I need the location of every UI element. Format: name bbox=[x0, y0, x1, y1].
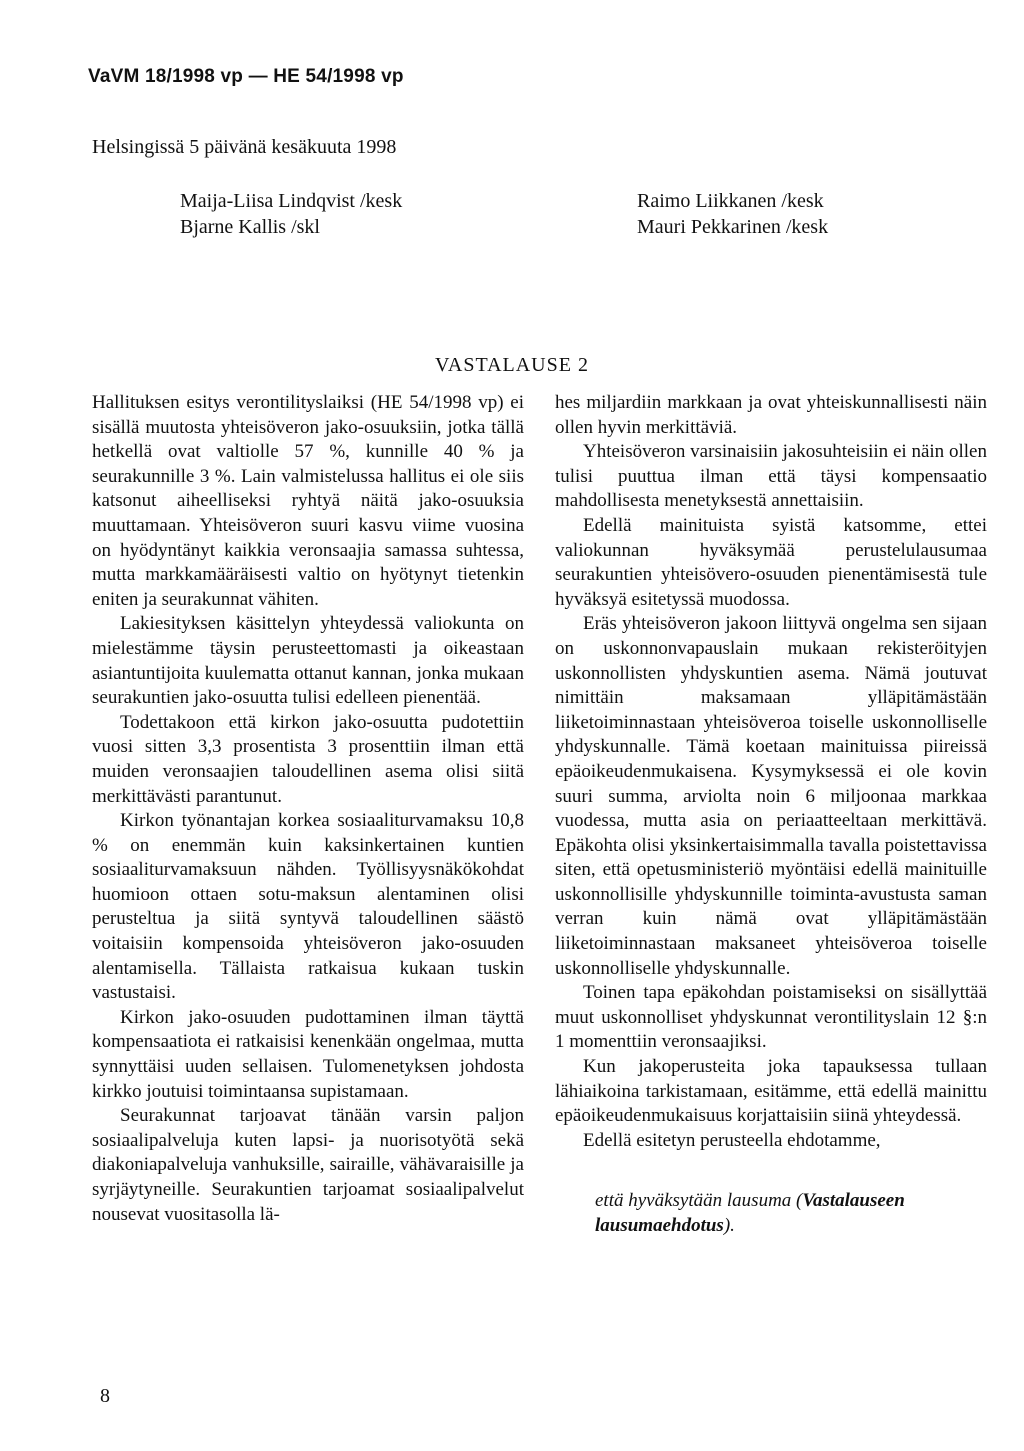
paragraph: Seurakunnat tarjoavat tänään varsin paljon sosiaalipalveluja kuten lapsi- ja nuorisotyötä sekä diakoniapalveluja vanhuksille, sairaille, vähävaraisille ja syrjäytyneille. Seurakuntien tarjoamat sosiaalipalvelut nousevat vuositasolla lä- bbox=[92, 1105, 524, 1225]
signatory: Raimo Liikkanen /kesk bbox=[637, 190, 824, 212]
paragraph: Eräs yhteisöveron jakoon liittyvä ongelma sen sijaan on uskonnonvapauslain mukaan rekisteröityjen uskonnollisten yhdyskuntien asema. Nämä joutuvat nimittäin maksamaan ylläpitämästään liiketoiminnastaan yhteisöveroa toiselle uskonnolliselle yhdyskunnalle. Tämä koetaan mainituissa piireissä epäoikeudenmukaisena. Kysymyksessä ei ole kovin suuri summa, arviolta noin 6 miljoonaa markkaa vuodessa, mutta asia on periaatteeltaan merkittävä. Epäkohta olisi yksinkertaisimmalla tavalla poistettavissa siten, että opetusministeriö myöntäisi edellä mainituille uskonnollisille yhdyskunnille toiminta-avustusta saman verran kuin nämä ovat ylläpitämästään liiketoiminnastaan maksaneet yhteisöveroa toiselle uskonnolliselle yhdyskunnalle. bbox=[555, 613, 987, 979]
left-column bbox=[92, 391, 524, 1227]
signatory: Bjarne Kallis /skl bbox=[180, 216, 320, 238]
page-number: 8 bbox=[100, 1385, 110, 1407]
paragraph: hes miljardiin markkaan ja ovat yhteiskunnallisesti näin ollen hyvin merkittäviä. bbox=[555, 392, 987, 438]
paragraph: Hallituksen esitys verontilityslaiksi (HE 54/1998 vp) ei sisällä muutosta yhteisöveron jako-osuuksiin, jotka tällä hetkellä ovat valtiolle 57 %, kunnille 40 % ja seurakunnille 3 %. Lain valmistelussa hallitus ei ole siis katsonut aiheelliseksi ryhtyä näitä jako-osuuksia muuttamaan. Yhteisöveron suuri kasvu viime vuosina on hyödyntänyt kaikkia veronsaajia samassa suhtessa, mutta markkamääräisesti valtio on hyötynyt tietenkin eniten ja seurakunnat vähiten. bbox=[92, 392, 524, 610]
signatories-right bbox=[637, 188, 828, 240]
paragraph: Kirkon työnantajan korkea sosiaaliturvamaksu 10,8 % on enemmän kuin kaksinkertainen kuntien sosiaaliturvamaksuun nähden. Työllisyysnäkökohdat huomioon ottaen sotu-maksun alentaminen olisi perusteltua ja siitä syntyvä taloudellinen säästö voitaisiin kompensoida yhteisöveron jako-osuuden alentamisella. Tällaista ratkaisua kukaan tuskin vastustaisi. bbox=[92, 810, 524, 1004]
paragraph: Edellä mainituista syistä katsomme, ettei valiokunnan hyväksymää perustelulausumaa seurakuntien yhteisövero-osuuden pienentämisestä tule hyväksyä esitetyssä muodossa. bbox=[555, 514, 987, 610]
paragraph: Kirkon jako-osuuden pudottaminen ilman täyttä kompensaatiota ei ratkaisisi kenenkään ongelmaa, mutta synnyttäisi uuden sellaisen. Tulomenetyksen johdosta kirkko joutuisi toimintaansa supistamaan. bbox=[92, 1006, 524, 1102]
paragraph: Yhteisöveron varsinaisiin jakosuhteisiin ei näin ollen tulisi puuttua ilman että täysi kompensaatio mahdollisesta menetyksestä annettaisiin. bbox=[555, 441, 987, 512]
proposal-title: Vastalauseen lausumaehdotus bbox=[595, 1190, 905, 1236]
proposal-statement bbox=[555, 1189, 987, 1238]
section-title: VASTALAUSE 2 bbox=[435, 354, 589, 376]
paragraph: Toinen tapa epäkohdan poistamiseksi on sisällyttää muut uskonnolliset yhdyskunnat verontilityslain 12 §:n 1 momenttiin veronsaajiksi. bbox=[555, 982, 987, 1053]
paragraph: Kun jakoperusteita joka tapauksessa tullaan lähiaikoina tarkistamaan, esitämme, että edellä mainittu epäoikeudenmukaisuus korjattaisiin siinä yhteydessä. bbox=[555, 1056, 987, 1127]
paragraph: Todettakoon että kirkon jako-osuutta pudotettiin vuosi sitten 3,3 prosentista 3 prosenttiin ilman että muiden veronsaajien taloudellinen asema olisi siitä merkittävästi parantunut. bbox=[92, 711, 524, 807]
paragraph: Edellä esitetyn perusteella ehdotamme, bbox=[583, 1129, 881, 1151]
place-and-date: Helsingissä 5 päivänä kesäkuuta 1998 bbox=[92, 136, 397, 158]
proposal-text: että hyväksytään lausuma ( bbox=[595, 1190, 803, 1212]
right-column bbox=[555, 391, 987, 1239]
paragraph: Lakiesityksen käsittelyn yhteydessä valiokunta on mielestämme täysin perusteettomasti ja oikeastaan asiantuntijoita kuulematta ottanut kannan, jonka mukaan seurakuntien jako-osuutta tulisi edelleen pienentää. bbox=[92, 613, 524, 709]
document-header: VaVM 18/1998 vp — HE 54/1998 vp bbox=[88, 66, 404, 87]
signatory: Maija-Liisa Lindqvist /kesk bbox=[180, 190, 403, 212]
proposal-end: ). bbox=[723, 1215, 735, 1236]
signatory: Mauri Pekkarinen /kesk bbox=[637, 216, 829, 238]
signatories-left bbox=[180, 188, 402, 240]
